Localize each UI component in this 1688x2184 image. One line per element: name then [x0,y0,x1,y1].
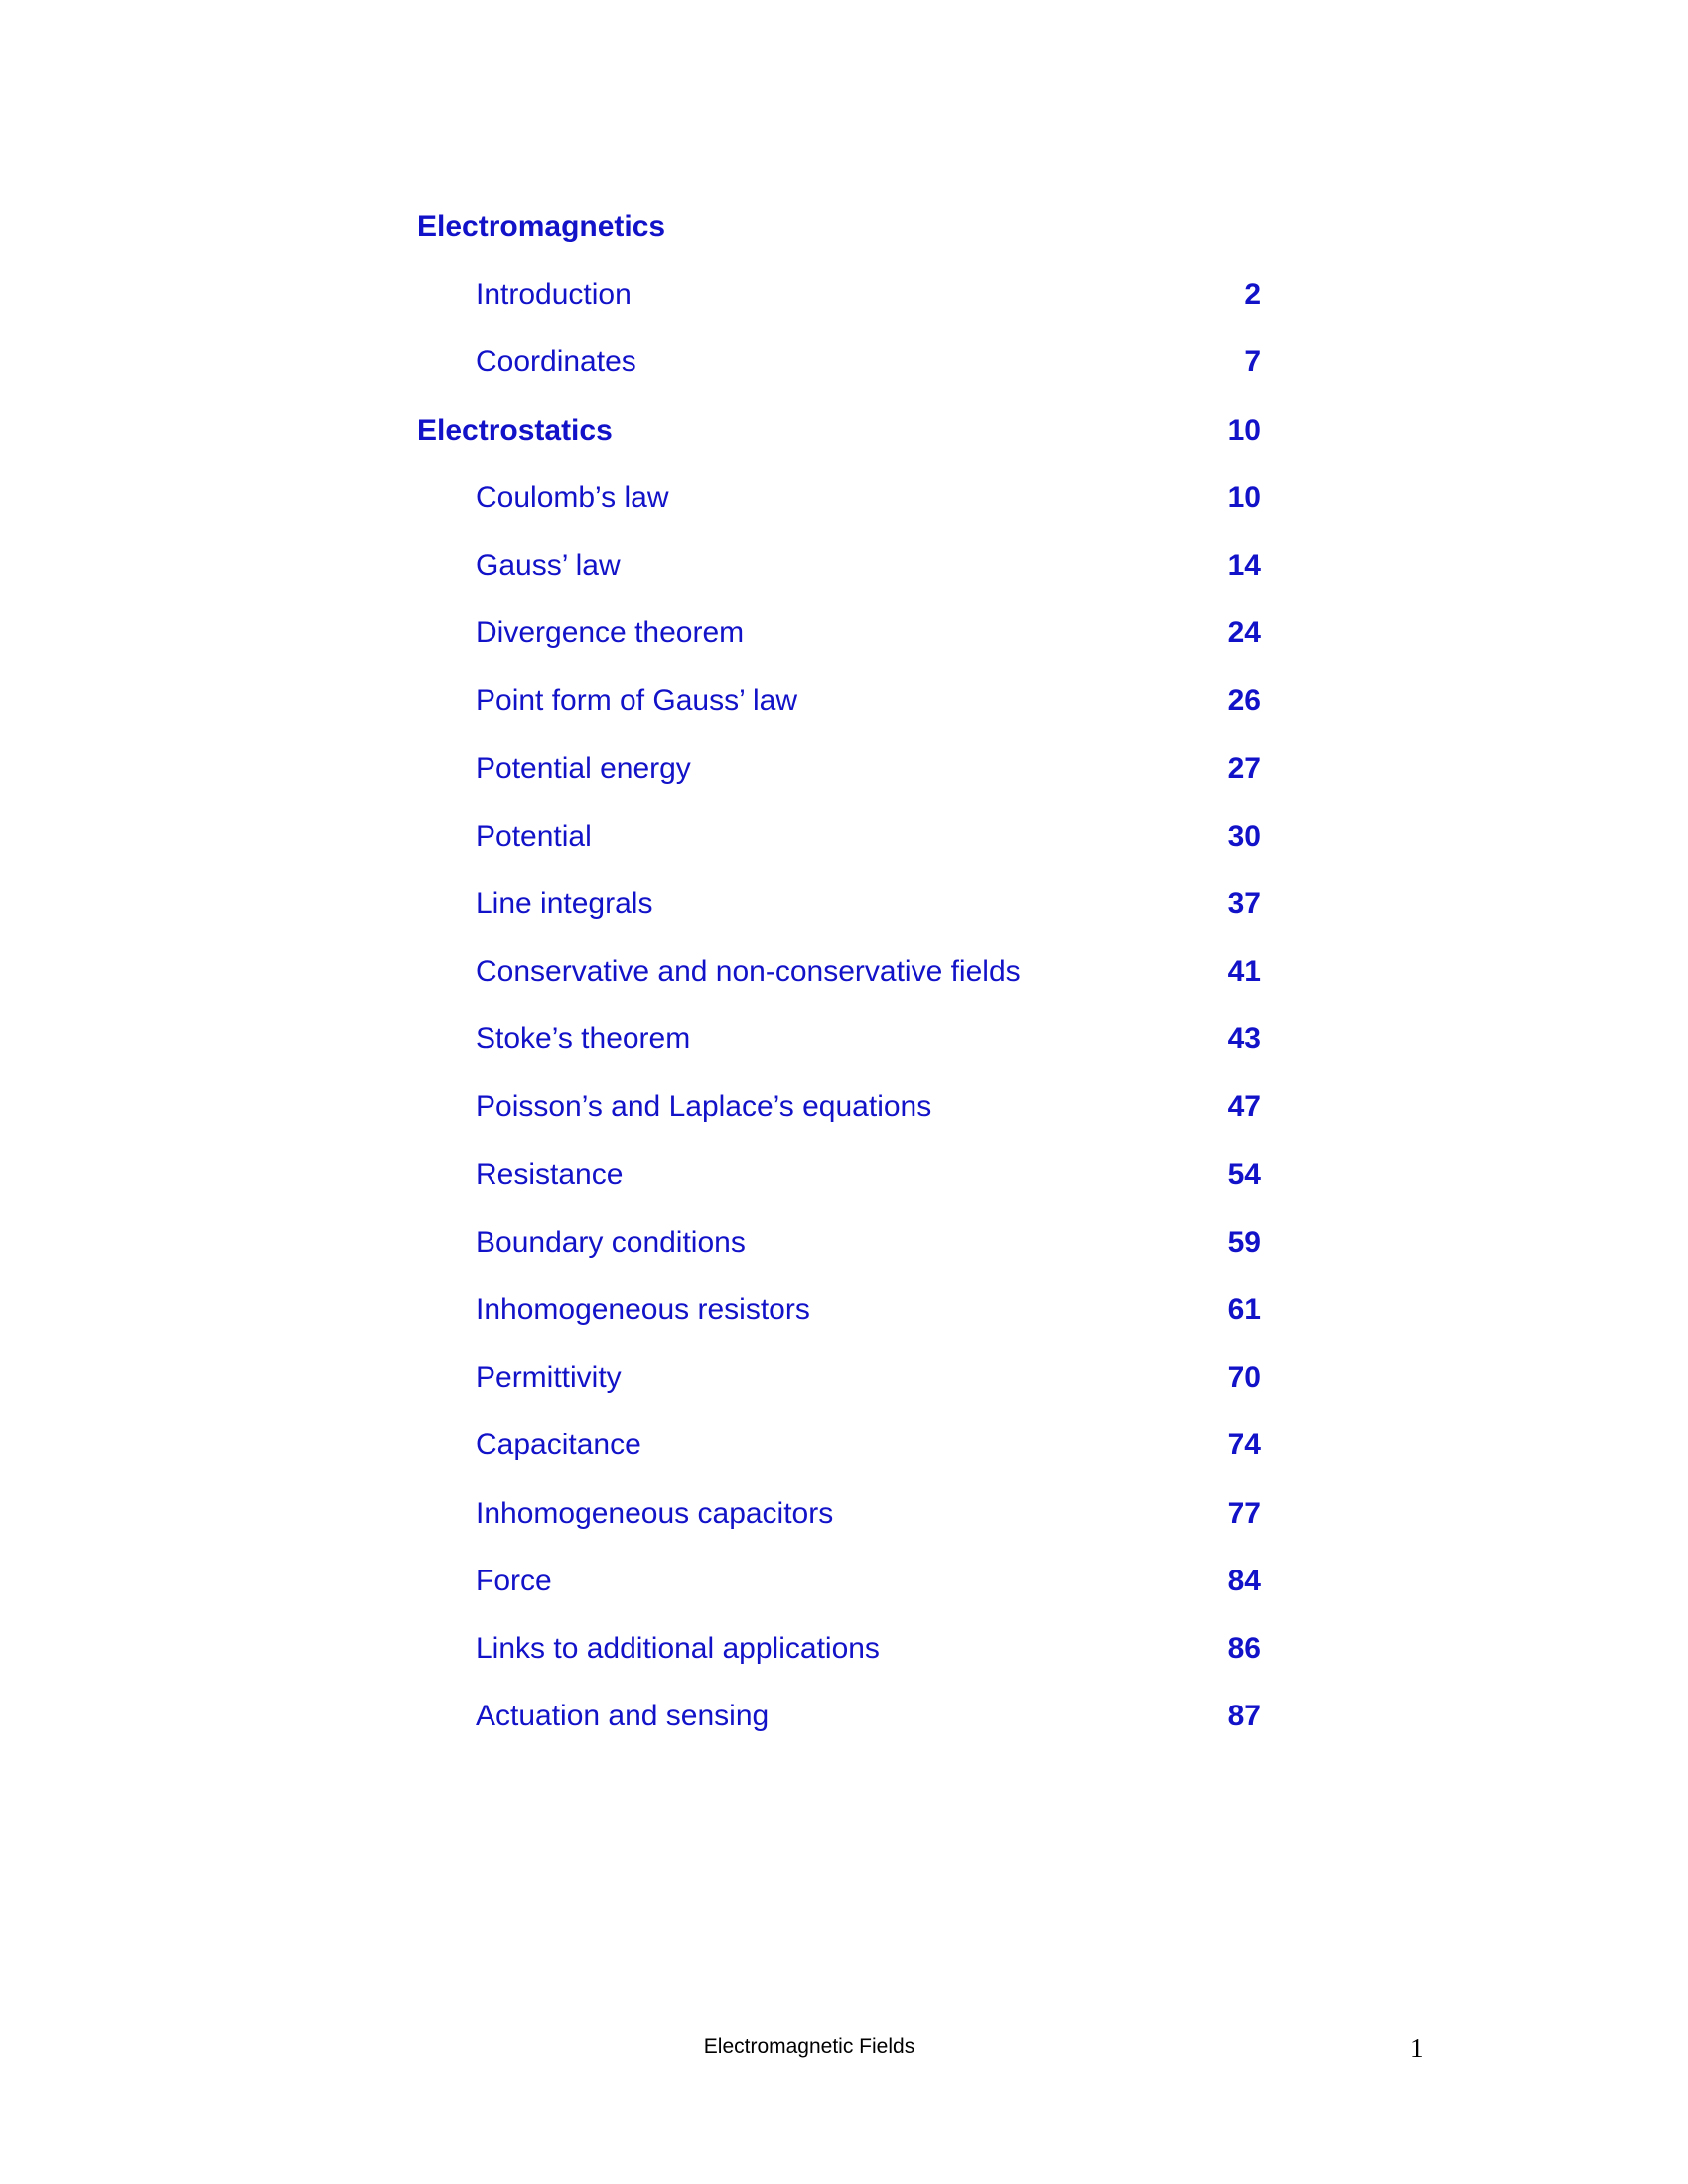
toc-page-number: 70 [1227,1361,1261,1395]
toc-entry-link[interactable] [417,335,1261,402]
toc-page-number: 24 [1227,616,1261,650]
toc-entry-link[interactable] [417,1148,1261,1215]
toc-page-number: 54 [1227,1158,1261,1191]
toc-page-number: 86 [1227,1631,1261,1665]
toc-section-link[interactable] [417,403,1261,471]
toc-entry-link[interactable] [417,742,1261,809]
toc-page-number: 27 [1227,751,1261,785]
toc-label: Line integrals [476,887,653,920]
toc-label: Introduction [476,278,632,312]
toc-label: Divergence theorem [476,616,745,650]
toc-label: Potential energy [476,751,691,785]
toc-entry-link[interactable] [417,538,1261,606]
toc-entry-link[interactable] [417,944,1261,1012]
toc-page-number: 10 [1227,480,1261,514]
toc-page-number: 41 [1227,955,1261,989]
toc-label: Stoke’s theorem [476,1023,691,1056]
toc-label: Potential [476,819,592,853]
toc-entry-link[interactable] [417,1689,1261,1756]
toc-page-number: 84 [1227,1564,1261,1597]
toc-entry-link[interactable] [417,1418,1261,1485]
toc-entry-link[interactable] [417,1621,1261,1689]
toc-label: Inhomogeneous resistors [476,1294,810,1326]
toc-label: Resistance [476,1158,624,1191]
toc-entry-link[interactable] [417,1079,1261,1147]
table-of-contents [417,200,1261,1756]
toc-entry-link[interactable] [417,471,1261,538]
toc-page-number: 47 [1227,1090,1261,1124]
footer-page-number: 1 [1410,2033,1424,2063]
toc-page-number: 26 [1227,684,1261,718]
toc-page-number: 61 [1227,1294,1261,1326]
toc-label: Boundary conditions [476,1225,746,1259]
toc-page-number: 87 [1227,1700,1261,1733]
toc-entry-link[interactable] [417,1215,1261,1283]
toc-label: Coulomb’s law [476,480,669,514]
toc-label: Coordinates [476,345,636,379]
toc-entry-link[interactable] [417,809,1261,877]
toc-label: Poisson’s and Laplace’s equations [476,1090,932,1124]
toc-label: Electrostatics [417,413,613,447]
toc-page-number: 43 [1227,1023,1261,1056]
toc-entry-link[interactable] [417,1554,1261,1621]
toc-label: Electromagnetics [417,210,666,243]
toc-entry-link[interactable] [417,606,1261,673]
toc-label: Links to additional applications [476,1631,880,1665]
toc-entry-link[interactable] [417,1012,1261,1079]
toc-label: Inhomogeneous capacitors [476,1496,834,1530]
toc-section-link[interactable] [417,200,1261,267]
toc-entry-link[interactable] [417,267,1261,335]
toc-page-number: 77 [1227,1496,1261,1530]
toc-label: Capacitance [476,1429,641,1462]
toc-page-number: 7 [1244,345,1261,379]
toc-entry-link[interactable] [417,1486,1261,1554]
toc-page-number: 37 [1227,887,1261,920]
toc-page-number: 59 [1227,1225,1261,1259]
toc-label: Conservative and non-conservative fields [476,955,1021,989]
toc-entry-link[interactable] [417,1350,1261,1418]
toc-page-number: 30 [1227,819,1261,853]
toc-page-number: 2 [1244,278,1261,312]
toc-page-number: 10 [1227,413,1261,447]
footer-title: Electromagnetic Fields [703,2035,915,2058]
toc-label: Force [476,1564,552,1597]
toc-label: Permittivity [476,1361,622,1395]
toc-label: Point form of Gauss’ law [476,684,798,718]
toc-entry-link[interactable] [417,673,1261,741]
toc-label: Gauss’ law [476,548,621,582]
toc-entry-link[interactable] [417,1283,1261,1350]
toc-label: Actuation and sensing [476,1700,770,1733]
toc-page-number: 14 [1227,548,1261,582]
toc-page-number: 74 [1227,1429,1261,1462]
toc-entry-link[interactable] [417,877,1261,944]
